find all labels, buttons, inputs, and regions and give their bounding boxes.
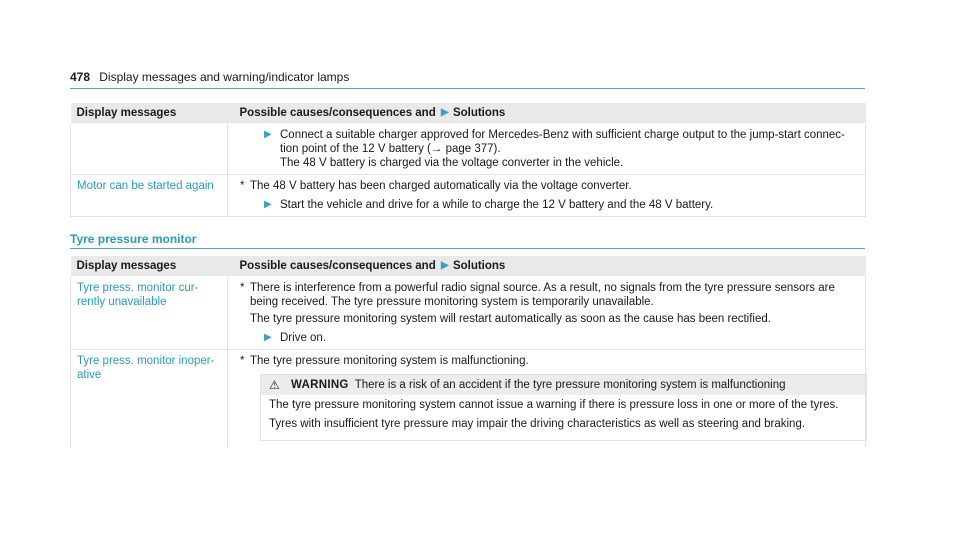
asterisk-icon: *	[240, 355, 245, 367]
solution-step	[240, 198, 859, 212]
play-arrow-icon: ▶	[440, 260, 449, 271]
table-header-row	[71, 256, 866, 277]
table-header-row	[71, 103, 866, 124]
cause-item	[240, 179, 859, 193]
warning-header	[261, 375, 866, 395]
col-header-causes-solutions	[228, 256, 866, 277]
asterisk-icon: *	[240, 282, 245, 294]
solution-cell	[228, 175, 866, 217]
warning-box	[260, 374, 867, 441]
play-arrow-icon: ▶	[440, 107, 449, 118]
warning-paragraph: The tyre pressure monitoring system cannot issue a warning if there is pressure loss in one or more of the tyres.	[269, 399, 839, 411]
solution-cell	[228, 350, 866, 448]
col-header-suffix: Solutions	[452, 107, 506, 119]
play-arrow-icon: ▶	[264, 199, 272, 210]
col-header-display-messages: Display messages	[71, 256, 228, 277]
table-row	[71, 277, 866, 350]
warning-triangle-icon: ⚠	[269, 378, 280, 392]
cause-text: The tyre pressure monitoring system is malfunctioning.	[250, 355, 529, 367]
solution-cell	[228, 124, 866, 175]
table-row	[71, 175, 866, 217]
step-text-2: The 48 V battery is charged via the voltage converter in the vehicle.	[280, 157, 624, 169]
note-text: The tyre pressure monitoring system will restart automatically as soon as the cause has been rectified.	[250, 313, 771, 325]
warning-label: WARNING	[291, 379, 349, 391]
message-cell: Tyre press. monitor cur-rently unavailable	[71, 277, 228, 350]
section-title: Tyre pressure monitor	[70, 232, 865, 249]
message-cell	[71, 124, 228, 175]
solution-cell	[228, 277, 866, 350]
step-text: Drive on.	[280, 332, 327, 344]
asterisk-icon: *	[240, 180, 245, 192]
warning-body	[261, 395, 866, 440]
page-header	[70, 70, 865, 89]
cause-item	[240, 354, 859, 368]
solution-step	[240, 128, 859, 170]
col-header-suffix: Solutions	[452, 260, 506, 272]
cause-text: The 48 V battery has been charged automatically via the voltage converter.	[250, 180, 632, 192]
page-header-title: Display messages and warning/indicator lamps	[99, 70, 350, 84]
warning-paragraph-2: Tyres with insufficient tyre pressure may impair the driving characteristics as well as steering and braking.	[269, 418, 806, 430]
messages-table-1	[70, 103, 866, 217]
play-arrow-icon: ▶	[264, 332, 272, 343]
cause-text: There is interference from a powerful radio signal source. As a result, no signals from the tyre pressure sensors are being received. The tyre pressure monitoring system is temporarily unavailable.	[250, 282, 835, 308]
col-header-causes-solutions	[228, 103, 866, 124]
message-cell: Tyre press. monitor inoper-ative	[71, 350, 228, 448]
step-text: Start the vehicle and drive for a while to charge the 12 V battery and the 48 V battery.	[280, 199, 714, 211]
table-row	[71, 124, 866, 175]
step-text: Connect a suitable charger approved for Mercedes-Benz with sufficient charge output to the jump-start connec-tion point of the 12 V battery (→ page 377).	[280, 129, 845, 155]
col-header-prefix: Possible causes/consequences and	[239, 107, 436, 119]
cause-item	[240, 281, 859, 309]
col-header-display-messages: Display messages	[71, 103, 228, 124]
solution-step	[240, 331, 859, 345]
play-arrow-icon: ▶	[264, 129, 272, 140]
page-number: 478	[70, 70, 91, 84]
col-header-prefix: Possible causes/consequences and	[239, 260, 436, 272]
messages-table-2	[70, 256, 866, 447]
message-cell: Motor can be started again	[71, 175, 228, 217]
warning-title: There is a risk of an accident if the tyre pressure monitoring system is malfunctioning	[354, 379, 786, 391]
table-row	[71, 350, 866, 448]
